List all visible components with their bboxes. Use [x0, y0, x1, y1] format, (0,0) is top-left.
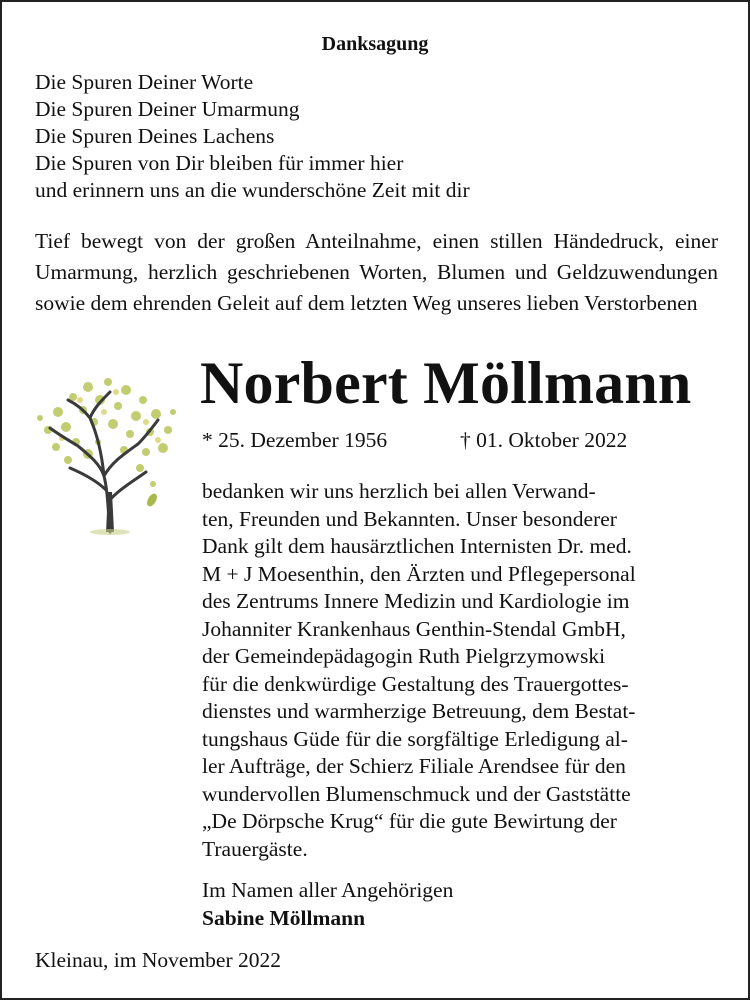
poem [35, 69, 470, 204]
poem-line: Die Spuren Deiner Worte [35, 70, 254, 94]
thanks-line: der Gemeindepädagogin Ruth Pielgrzymowski [202, 644, 606, 668]
thanks-line: dienstes und warmherzige Betreuung, dem Bestat- [202, 699, 636, 723]
thanks-line: Johanniter Krankenhaus Genthin-Stendal GmbH, [202, 616, 626, 641]
thanks-line: bedanken wir uns herzlich bei allen Verwand- [202, 479, 596, 503]
thanks-line: Dank gilt dem hausärztlichen Internisten Dr. med. [202, 534, 632, 558]
thanks-line: ler Aufträge, der Schierz Filiale Arendsee für den [202, 754, 626, 778]
poem-line: Die Spuren Deines Lachens [35, 124, 275, 148]
thanks-paragraph [202, 478, 719, 863]
poem-line: Die Spuren von Dir bleiben für immer hier [35, 151, 404, 175]
thanks-line: wundervollen Blumenschmuck und der Gaststätte [202, 781, 631, 806]
signature-name: Sabine Möllmann [202, 906, 366, 930]
signature-role: Im Namen aller Angehörigen [202, 878, 454, 902]
place-date: Kleinau, im November 2022 [35, 948, 282, 972]
thanks-line: „De Dörpsche Krug“ für die gute Bewirtung der [202, 809, 617, 833]
poem-line: und erinnern uns an die wunderschöne Zeit mit dir [35, 178, 470, 202]
thanks-line: für die denkwürdige Gestaltung des Trauergottes- [202, 671, 629, 696]
tree-icon [28, 372, 188, 542]
life-dates [202, 426, 628, 454]
thanks-line: M + J Moesenthin, den Ärzten und Pflegepersonal [202, 561, 636, 586]
deceased-name: Norbert Möllmann [200, 350, 692, 416]
thanks-line: Trauergäste. [202, 836, 308, 861]
birth-date: * 25. Dezember 1956 [202, 428, 388, 452]
intro-paragraph: Tief bewegt von der großen Anteilnahme, einen stillen Händedruck, einer Umarmung, herzlich geschriebenen Worten, Blumen und Geldzuwendungen sowie dem ehrenden Geleit auf dem letzten Weg unseres lieben Verstorbenen [35, 229, 718, 315]
thanks-line: des Zentrums Innere Medizin und Kardiologie im [202, 589, 630, 613]
thanks-line: tungshaus Güde für die sorgfältige Erledigung al- [202, 726, 628, 751]
thanks-line: ten, Freunden und Bekannten. Unser besonderer [202, 506, 617, 531]
heading: Danksagung [321, 33, 429, 55]
poem-line: Die Spuren Deiner Umarmung [35, 97, 300, 121]
death-date: † 01. Oktober 2022 [460, 428, 628, 452]
